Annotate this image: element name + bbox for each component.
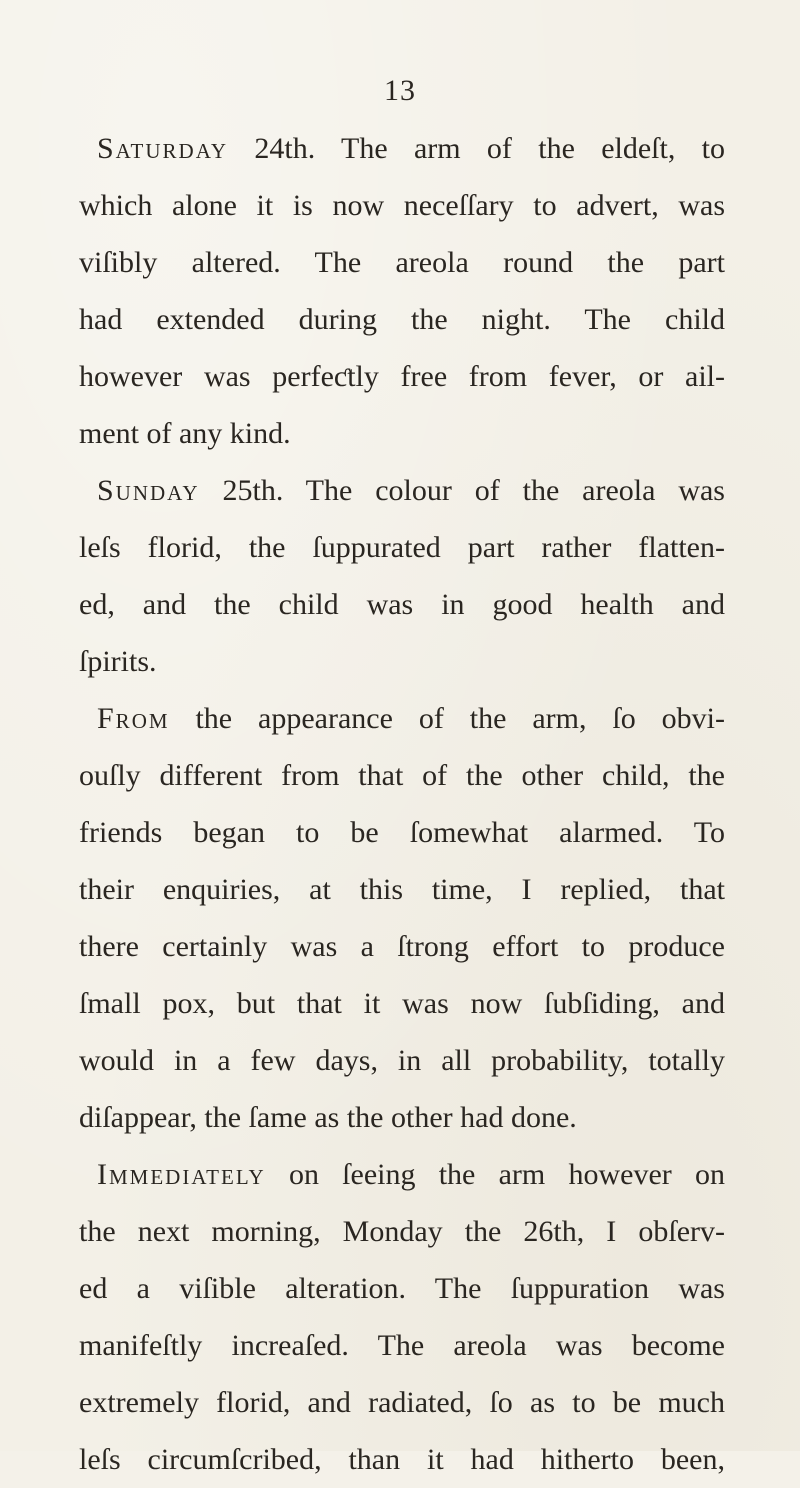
- line-text: ment of any kind.: [79, 417, 291, 450]
- text-line: [79, 1146, 725, 1203]
- text-line: [79, 1203, 725, 1260]
- line-text: there certainly was a ſtrong effort to produce: [79, 930, 725, 963]
- line-text: viſibly altered. The areola round the part: [79, 246, 725, 279]
- line-text: ouſly different from that of the other child, the: [79, 759, 725, 792]
- text-line: [79, 690, 725, 747]
- paragraph-lead-word: From: [97, 702, 170, 735]
- text-line: [79, 975, 725, 1032]
- line-text: friends began to be ſomewhat alarmed. To: [79, 816, 725, 849]
- text-line: [79, 177, 725, 234]
- line-text: their enquiries, at this time, I replied, that: [79, 873, 725, 906]
- page-number: 13: [384, 74, 416, 107]
- line-text: would in a few days, in all probability, totally: [79, 1044, 725, 1077]
- paragraph-lead-word: Saturday: [97, 132, 229, 165]
- text-line: [79, 747, 725, 804]
- line-text: leſs florid, the ſuppurated part rather flatten-: [79, 531, 725, 564]
- paragraph-lead-word: Sunday: [97, 474, 200, 507]
- line-text: ſmall pox, but that it was now ſubſiding, and: [79, 987, 725, 1020]
- line-text: ed a viſible alteration. The ſuppuration was: [79, 1272, 725, 1305]
- text-line: [79, 576, 725, 633]
- text-line: [79, 1431, 725, 1488]
- text-line: [79, 234, 725, 291]
- text-line: [79, 1089, 725, 1146]
- text-line: [79, 405, 725, 462]
- text-line: [79, 804, 725, 861]
- line-text: the appearance of the arm, ſo obvi-: [169, 702, 725, 735]
- line-text: which alone it is now neceſſary to advert, was: [79, 189, 725, 222]
- line-text: ed, and the child was in good health and: [79, 588, 725, 621]
- text-line: [79, 519, 725, 576]
- text-line: [79, 462, 725, 519]
- line-text: leſs circumſcribed, than it had hitherto been,: [79, 1443, 725, 1476]
- text-line: [79, 1374, 725, 1431]
- text-line: [79, 348, 725, 405]
- text-line: [79, 1032, 725, 1089]
- text-line: [79, 120, 725, 177]
- line-text: ſpirits.: [79, 645, 157, 678]
- text-line: [79, 1260, 725, 1317]
- line-text: extremely florid, and radiated, ſo as to be much: [79, 1386, 725, 1419]
- text-line: [79, 1317, 725, 1374]
- text-line: [79, 918, 725, 975]
- text-line: [79, 861, 725, 918]
- text-line: [79, 291, 725, 348]
- line-text: 25th. The colour of the areola was: [199, 474, 725, 507]
- line-text: 24th. The arm of the eldeſt, to: [228, 132, 725, 165]
- line-text: had extended during the night. The child: [79, 303, 725, 336]
- text-line: [79, 633, 725, 690]
- body-text: [79, 120, 725, 1488]
- line-text: diſappear, the ſame as the other had done.: [79, 1101, 577, 1134]
- line-text: however was perfeƈtly free from fever, or ail-: [79, 360, 725, 393]
- line-text: manifeſtly increaſed. The areola was become: [79, 1329, 725, 1362]
- line-text: on ſeeing the arm however on: [265, 1158, 725, 1191]
- paragraph-lead-word: Immediately: [97, 1158, 266, 1191]
- line-text: the next morning, Monday the 26th, I obſerv-: [79, 1215, 725, 1248]
